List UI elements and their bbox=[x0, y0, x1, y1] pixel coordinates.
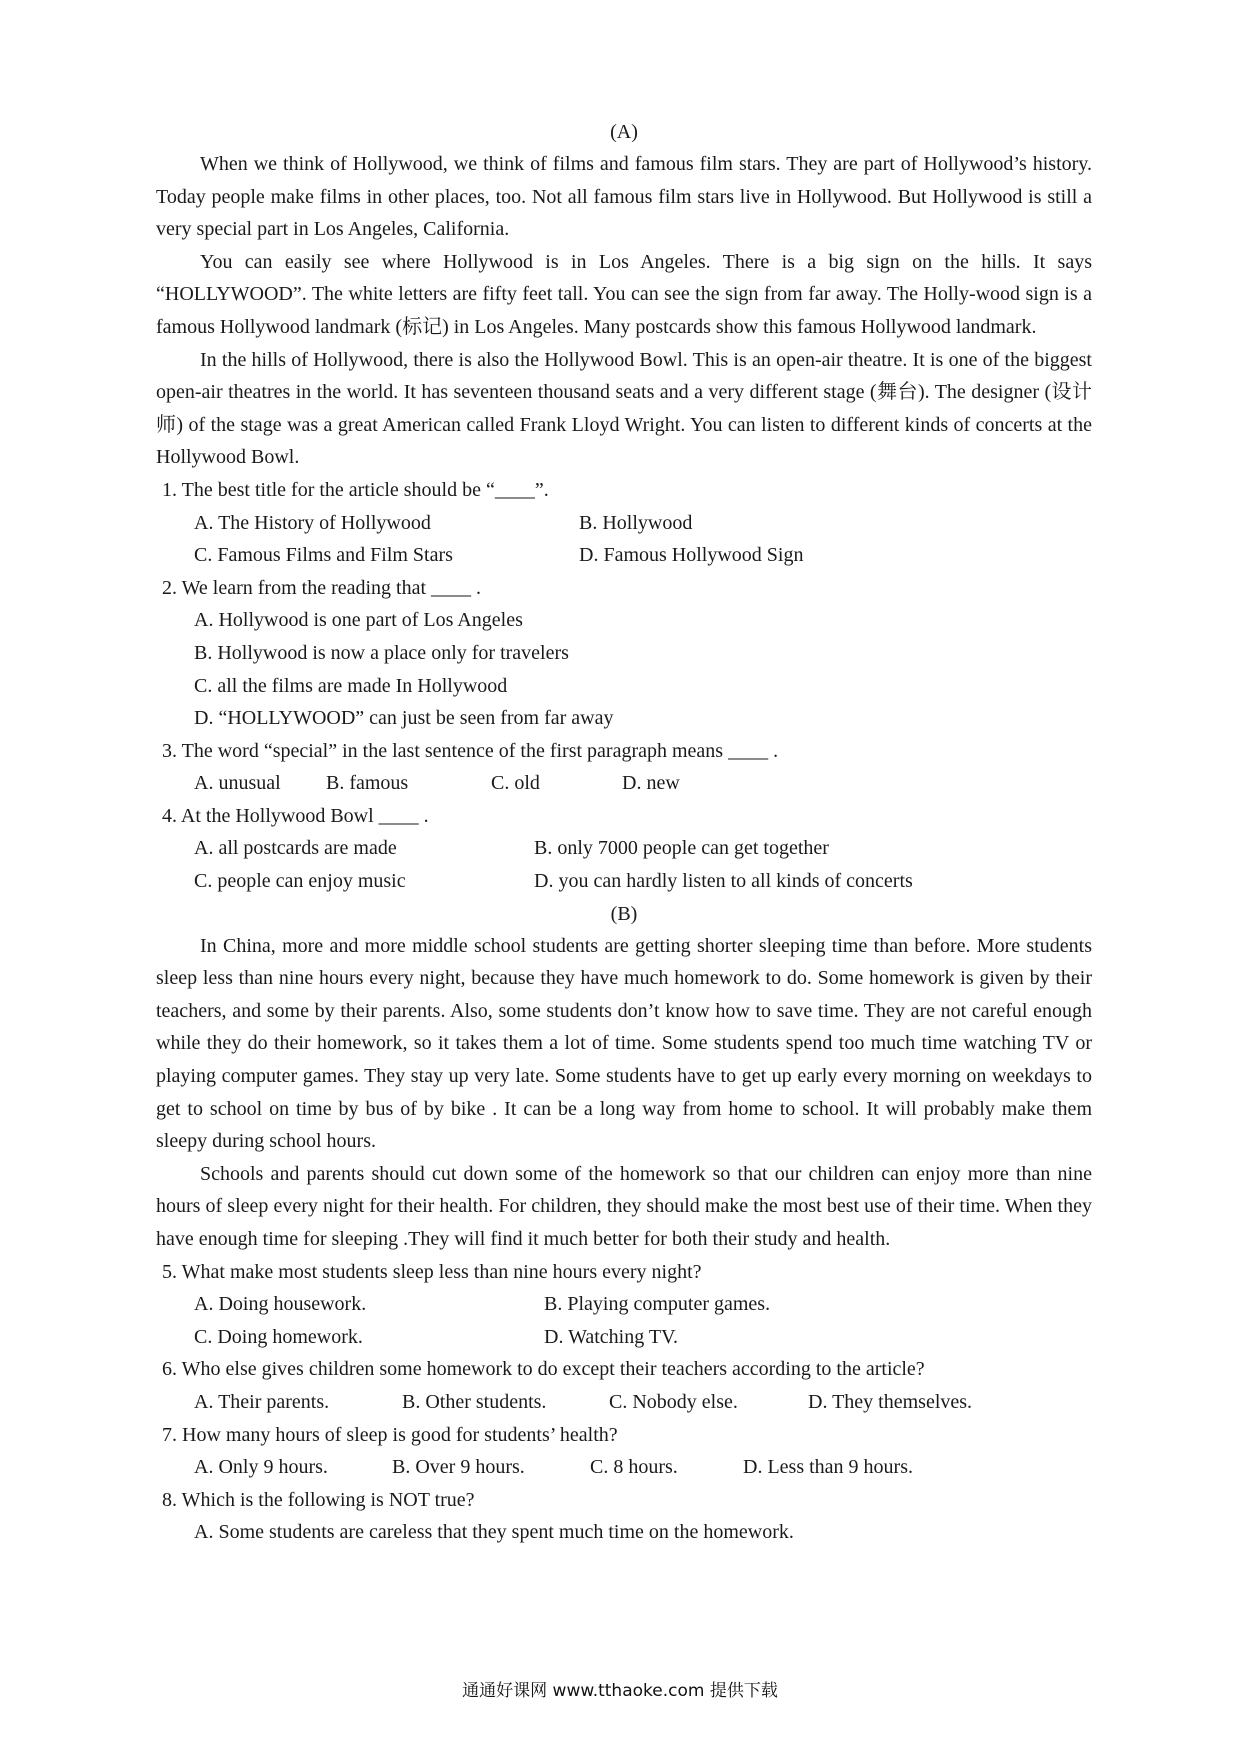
question-6-options-row bbox=[156, 1386, 1092, 1419]
q5-option-d: D. Watching TV. bbox=[544, 1325, 678, 1348]
section-a-paragraph-3: In the hills of Hollywood, there is also the Hollywood Bowl. This is an open-air theatre. It is one of the biggest open-air theatres in the world. It has seventeen thousand seats and a very different stage (舞台). The designer (设计师) of the stage was a great American called Frank Lloyd Wright. You can listen to different kinds of concerts at the Hollywood Bowl. bbox=[156, 348, 1092, 469]
q1-option-a: A. The History of Hollywood bbox=[194, 511, 431, 534]
question-1-options-row-1 bbox=[156, 507, 1092, 540]
q6-option-d: D. They themselves. bbox=[808, 1390, 973, 1413]
q6-option-b: B. Other students. bbox=[402, 1390, 547, 1413]
question-1: 1. The best title for the article should be “____”. bbox=[162, 478, 549, 501]
section-b-paragraph-1: In China, more and more middle school students are getting shorter sleeping time than before. More students sleep less than nine hours every night, because they have much homework to do. Some homework is given by their teachers, and some by their parents. Also, some students don’t know how to save time. They are not careful enough while they do their homework, so it takes them a lot of time. Some students spend too much time watching TV or playing computer games. They stay up very late. Some students have to get up early every morning on weekdays to get to school on time by bus of by bike . It can be a long way from home to school. It will probably make them sleepy during school hours. bbox=[156, 934, 1092, 1153]
q3-option-b: B. famous bbox=[326, 772, 409, 795]
q7-option-b: B. Over 9 hours. bbox=[392, 1456, 525, 1479]
question-8: 8. Which is the following is NOT true? bbox=[162, 1488, 475, 1511]
q6-option-c: C. Nobody else. bbox=[609, 1390, 738, 1413]
q3-option-a: A. unusual bbox=[194, 772, 281, 795]
q5-option-c: C. Doing homework. bbox=[194, 1325, 363, 1348]
q4-option-c: C. people can enjoy music bbox=[194, 870, 406, 893]
question-4: 4. At the Hollywood Bowl ____ . bbox=[162, 804, 429, 827]
section-a-paragraph-2: You can easily see where Hollywood is in Los Angeles. There is a big sign on the hills. It says “HOLLYWOOD”. The white letters are fifty feet tall. You can see the sign from far away. The Holly-wood sign is a famous Hollywood landmark (标记) in Los Angeles. Many postcards show this famous Hollywood landmark. bbox=[156, 250, 1092, 338]
q6-option-a: A. Their parents. bbox=[194, 1390, 330, 1413]
q2-option-b: B. Hollywood is now a place only for travelers bbox=[194, 641, 569, 664]
section-a-paragraph-1: When we think of Hollywood, we think of films and famous film stars. They are part of Hollywood’s history. Today people make films in other places, too. Not all famous film stars live in Hollywood. But Hollywood is still a very special part in Los Angeles, California. bbox=[156, 153, 1092, 241]
page-footer: 通通好课网 www.tthaoke.com 提供下载 bbox=[462, 1681, 778, 1701]
question-5: 5. What make most students sleep less than nine hours every night? bbox=[162, 1260, 702, 1283]
question-3-options-row bbox=[156, 767, 1092, 800]
q1-option-d: D. Famous Hollywood Sign bbox=[579, 544, 804, 567]
q4-option-d: D. you can hardly listen to all kinds of concerts bbox=[534, 870, 913, 893]
q3-option-d: D. new bbox=[622, 772, 680, 795]
question-5-options-row-2 bbox=[156, 1321, 1092, 1354]
document-page bbox=[156, 116, 1092, 1549]
section-b-paragraph-2: Schools and parents should cut down some of the homework so that our children can enjoy more than nine hours of sleep every night for their health. For children, they should make the most best use of their time. When they have enough time for sleeping .They will find it much better for both their study and health. bbox=[156, 1162, 1092, 1250]
question-7-options-row bbox=[156, 1451, 1092, 1484]
q5-option-b: B. Playing computer games. bbox=[544, 1293, 771, 1316]
section-b-label: (B) bbox=[610, 902, 638, 925]
q4-option-b: B. only 7000 people can get together bbox=[534, 837, 829, 860]
q2-option-c: C. all the films are made In Hollywood bbox=[194, 674, 508, 697]
question-5-options-row-1 bbox=[156, 1288, 1092, 1321]
q4-option-a: A. all postcards are made bbox=[194, 837, 397, 860]
question-7: 7. How many hours of sleep is good for students’ health? bbox=[162, 1423, 618, 1446]
question-6: 6. Who else gives children some homework to do except their teachers according to the article? bbox=[162, 1358, 925, 1381]
q1-option-b: B. Hollywood bbox=[579, 511, 693, 534]
q2-option-a: A. Hollywood is one part of Los Angeles bbox=[194, 609, 523, 632]
q3-option-c: C. old bbox=[491, 772, 540, 795]
q5-option-a: A. Doing housework. bbox=[194, 1293, 367, 1316]
q7-option-a: A. Only 9 hours. bbox=[194, 1456, 328, 1479]
q8-option-a: A. Some students are careless that they spent much time on the homework. bbox=[194, 1521, 794, 1544]
question-1-options-row-2 bbox=[156, 539, 1092, 572]
question-2: 2. We learn from the reading that ____ . bbox=[162, 576, 482, 599]
question-4-options-row-2 bbox=[156, 865, 1092, 898]
section-a-label: (A) bbox=[610, 121, 638, 143]
q2-option-d: D. “HOLLYWOOD” can just be seen from far away bbox=[194, 707, 614, 730]
q7-option-c: C. 8 hours. bbox=[590, 1456, 678, 1479]
q7-option-d: D. Less than 9 hours. bbox=[743, 1456, 913, 1479]
q1-option-c: C. Famous Films and Film Stars bbox=[194, 544, 453, 567]
question-4-options-row-1 bbox=[156, 832, 1092, 865]
question-3: 3. The word “special” in the last sentence of the first paragraph means ____ . bbox=[162, 739, 779, 762]
